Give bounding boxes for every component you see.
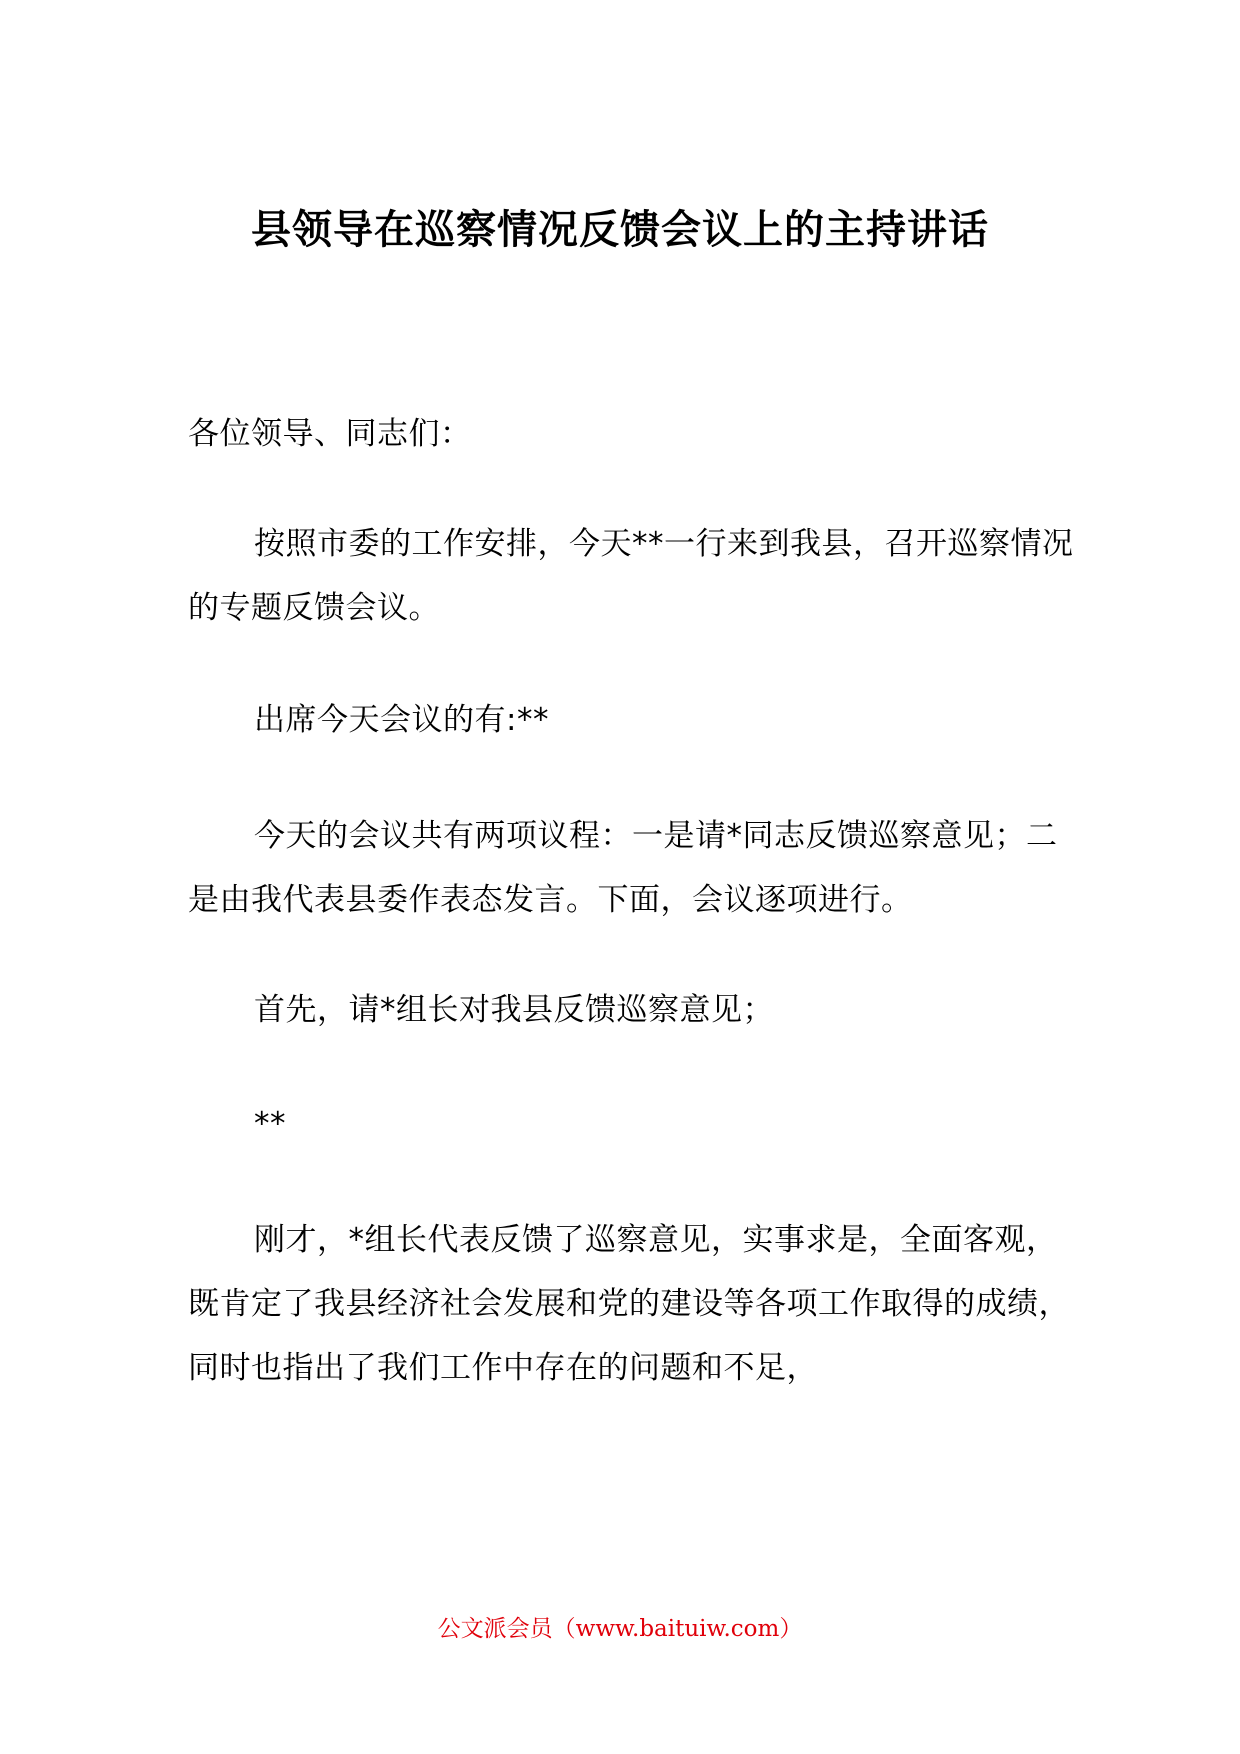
footer-watermark: 公文派会员（www.baituiw.com） bbox=[437, 1616, 803, 1642]
paragraph-1: 按照市委的工作安排，今天**一行来到我县，召开巡察情况的专题反馈会议。 bbox=[188, 526, 1074, 626]
paragraph-6: 刚才，*组长代表反馈了巡察意见，实事求是，全面客观，既肯定了我县经济社会发展和党的建设等各项工作取得的成绩，同时也指出了我们工作中存在的问题和不足， bbox=[188, 1222, 1070, 1386]
paragraph-block-6 bbox=[188, 1208, 1088, 1400]
document-title: 县领导在巡察情况反馈会议上的主持讲话 bbox=[251, 207, 989, 253]
paragraph-5: ** bbox=[254, 1106, 286, 1142]
paragraph-block-1 bbox=[188, 512, 1088, 640]
paragraph-block-2 bbox=[188, 688, 1088, 752]
paragraph-3: 今天的会议共有两项议程：一是请*同志反馈巡察意见；二是由我代表县委作表态发言。下面，会议逐项进行。 bbox=[188, 818, 1058, 918]
salutation: 各位领导、同志们： bbox=[188, 416, 472, 452]
paragraph-block-4 bbox=[188, 978, 1088, 1042]
paragraph-2: 出席今天会议的有:** bbox=[254, 702, 549, 738]
paragraph-block-3 bbox=[188, 804, 1088, 932]
paragraph-4: 首先，请*组长对我县反馈巡察意见； bbox=[254, 992, 774, 1028]
salutation-block bbox=[188, 402, 1088, 466]
paragraph-block-5 bbox=[188, 1092, 1088, 1156]
